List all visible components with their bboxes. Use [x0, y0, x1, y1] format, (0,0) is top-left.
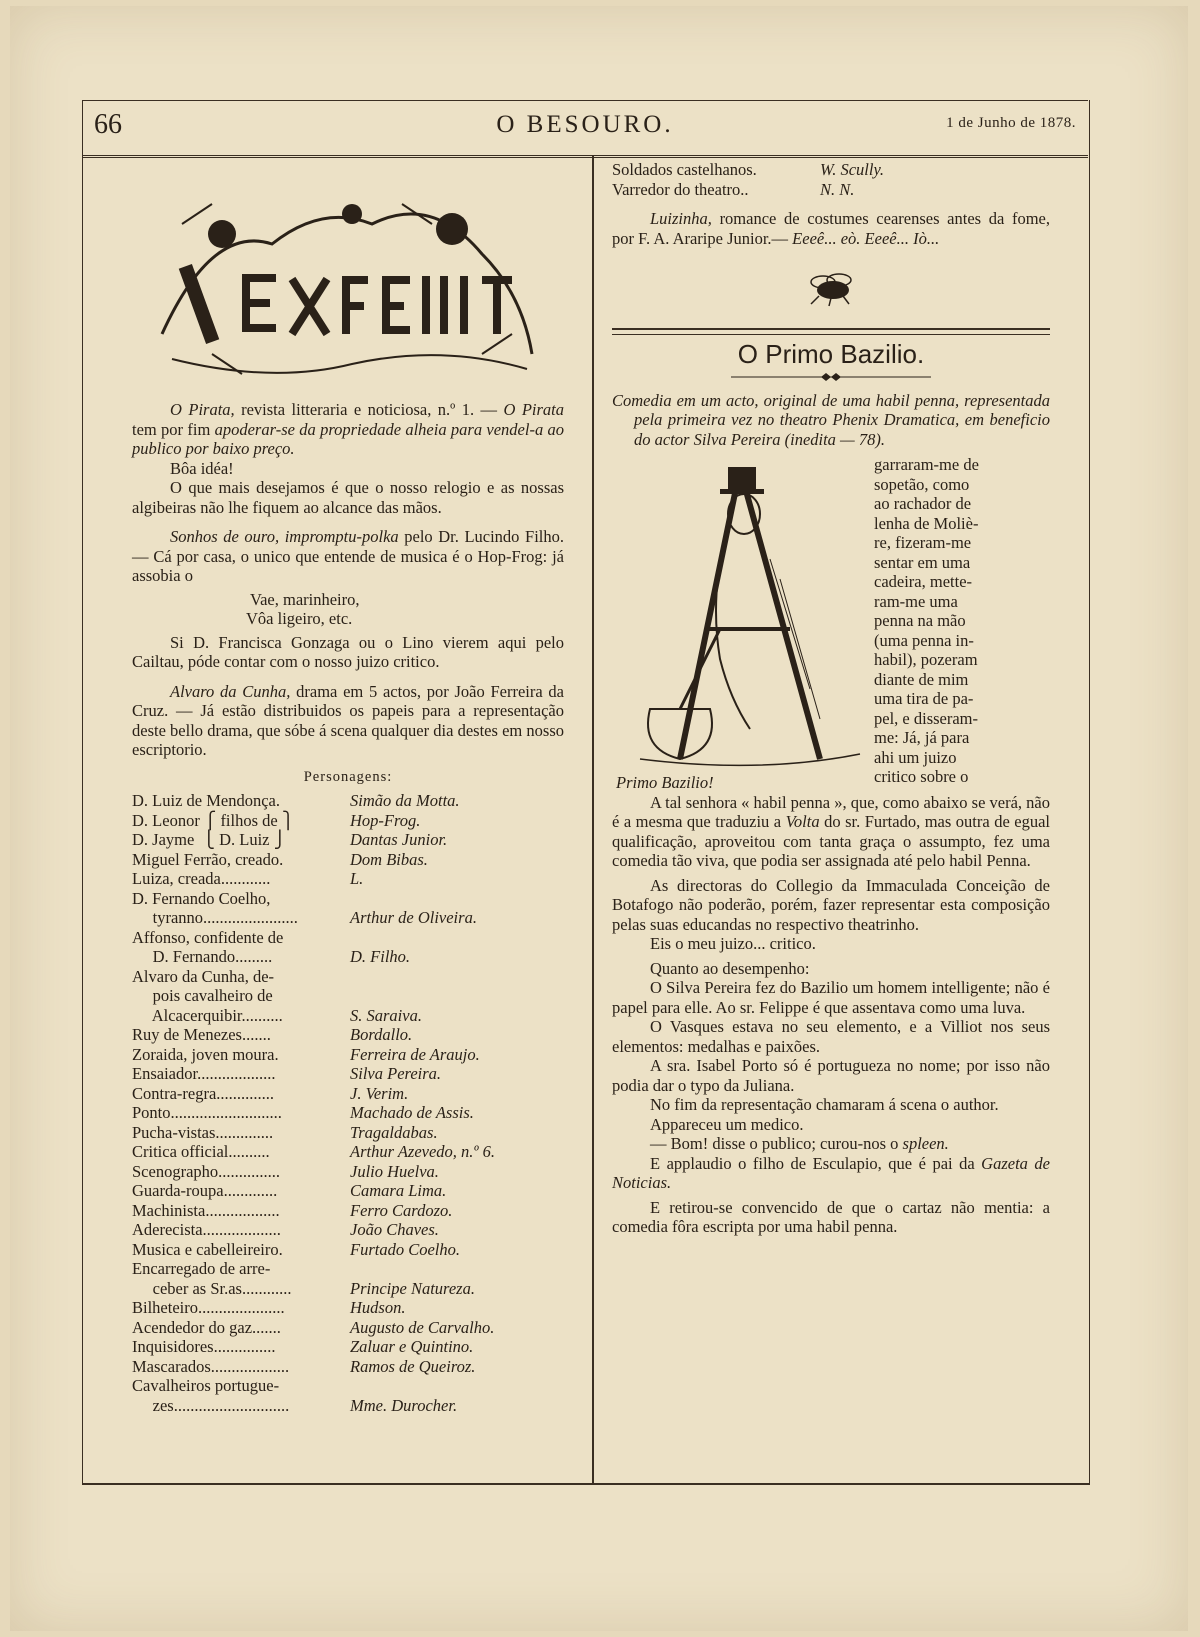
verse-line-1: Vae, marinheiro,: [250, 589, 360, 609]
cast-role: Mascarados...................: [132, 1356, 290, 1376]
cast-list-continued: [612, 160, 1050, 199]
wrapped-line: sentar em uma: [874, 552, 971, 572]
p1-b: Volta: [785, 812, 820, 831]
wrapped-text: [874, 455, 1050, 787]
paragraph-10: [612, 1134, 1050, 1154]
page-header: [82, 100, 1088, 158]
cast-actor: Camara Lima.: [350, 1181, 447, 1200]
cast-actor: Arthur Azevedo, n.º 6.: [350, 1142, 496, 1161]
section-rule: [612, 328, 1050, 335]
cast-actor: Silva Pereira.: [350, 1064, 442, 1083]
cast-role: Scenographo...............: [132, 1161, 281, 1181]
wrapped-line: diante de mim: [874, 669, 969, 689]
pirata-text: tem por fim: [132, 419, 215, 439]
cast-actor: Simão da Motta.: [350, 791, 460, 810]
verse-line-2: Vôa ligeiro, etc.: [246, 609, 353, 628]
paragraph-4: Quanto ao desempenho:: [650, 958, 810, 978]
cast-role: Musica e cabelleireiro.: [132, 1239, 283, 1259]
pirata-quote: apoderar-se da propriedade alheia para vendel-a ao publico por baixo preço.: [132, 419, 565, 458]
cast-role: Cavalheiros portugue- zes............................: [132, 1376, 290, 1415]
cast-list: [132, 791, 564, 1415]
boa-idea: Bôa idéa!: [170, 458, 234, 478]
wrapped-line: uma tira de pa-: [874, 689, 974, 708]
play-subtitle: Comedia em um acto, original de uma habil penna, representada pela primeira vez no theatro Phenix Dramatica, em beneficio do actor Silva Pereira (inedita — 78).: [612, 390, 1050, 449]
wrapped-line: critico sobre o: [874, 767, 969, 786]
francisca-paragraph: Si D. Francisca Gonzaga ou o Lino vierem aqui pelo Cailtau, póde contar com o nosso juizo critico.: [132, 632, 564, 671]
paragraph-8: No fim da representação chamaram á scena o author.: [650, 1095, 999, 1114]
cast-role: Miguel Ferrão, creado.: [132, 849, 284, 869]
cast-role: Varredor do theatro..: [612, 179, 749, 199]
wrapped-line: ao rachador de: [874, 494, 972, 513]
verse: [246, 589, 564, 629]
cast-role: Soldados castelhanos.: [612, 160, 757, 179]
cast-actor: L.: [350, 869, 364, 888]
luizinha-title: Luizinha,: [650, 209, 712, 228]
wrapped-line: garraram-me de: [874, 455, 979, 474]
sonhos-title: Sonhos de ouro, impromptu-polka: [170, 527, 399, 546]
p11-a: E applaudio o filho de Esculapio, que é pai da: [650, 1153, 982, 1173]
masthead: O BESOURO.: [496, 111, 674, 138]
paragraph-3: Eis o meu juizo... critico.: [650, 934, 816, 953]
cast-role: D. Leonor ⎧ filhos de ⎫: [132, 810, 295, 830]
luizinha-body: romance de costumes cearenses antes da fome, por F. A. Araripe Junior.—: [612, 209, 1050, 248]
paragraph-2: As directoras do Collegio da Immaculada Conceição de Botafogo não poderão, porém, fazer representar esta composição pelas suas educandas no respectivo theatrinho.: [612, 875, 1050, 934]
cast-role: Zoraida, joven moura.: [132, 1044, 279, 1064]
wrapped-line: cadeira, mette-: [874, 572, 973, 591]
cast-actor: Ferro Cardozo.: [350, 1200, 453, 1220]
cast-actor: Machado de Assis.: [350, 1103, 474, 1122]
cast-role: Contra-regra..............: [132, 1083, 275, 1103]
primo-label: Primo Bazilio!: [616, 773, 714, 792]
cast-role: Guarda-roupa.............: [132, 1181, 278, 1200]
alvaro-body: drama em 5 actos, por João Ferreira da Cruz. — Já estão distribuidos os papeis para a representação deste bello drama, que sóbe á scena qualquer dia destes em nosso escriptorio.: [132, 681, 564, 759]
sonhos-paragraph: [132, 527, 564, 586]
cast-role: Ruy de Menezes.......: [132, 1025, 271, 1044]
left-column: [132, 164, 564, 1415]
cast-role: Acendedor do gaz.......: [132, 1317, 281, 1337]
cast-actor: Ramos de Queiroz.: [350, 1356, 476, 1376]
wrapped-line: ahi um juizo: [874, 747, 957, 767]
cast-role: Critica official..........: [132, 1142, 270, 1161]
cast-role: Alvaro da Cunha, de- pois cavalheiro de Alcacerquibir..........: [132, 966, 283, 1025]
cast-actor: Dom Bibas.: [350, 849, 428, 869]
cast-role: Affonso, confidente de D. Fernando.........: [132, 927, 284, 966]
column-divider: [592, 156, 594, 1484]
cast-actor: N. N.: [820, 179, 855, 199]
cast-actor: Arthur de Oliveira.: [350, 908, 477, 927]
cast-role: Luiza, creada............: [132, 869, 271, 888]
cast-role: D. Luiz de Mendonça.: [132, 791, 280, 810]
pirata-name: O Pirata: [503, 400, 565, 419]
cast-role: Ponto...........................: [132, 1103, 282, 1122]
section-title: O Primo Bazilio.: [737, 339, 925, 369]
ornament-divider-icon: [731, 371, 931, 383]
cast-role: Bilheteiro.....................: [132, 1298, 285, 1317]
cast-actor: Furtado Coelho.: [350, 1239, 460, 1259]
cast-actor: Augusto de Carvalho.: [350, 1317, 495, 1337]
wrapped-line: re, fizeram-me: [874, 533, 972, 552]
paragraph-6: O Vasques estava no seu elemento, e a Villiot nos seus elementos: medalhas e paixões.: [612, 1017, 1050, 1056]
drop-cap-illustration: [620, 459, 882, 769]
paragraph-7: A sra. Isabel Porto só é portugueza no nome; por isso não podia dar o typo da Juliana.: [612, 1056, 1050, 1095]
cast-actor: S. Saraiva.: [350, 1005, 422, 1025]
bottom-rule: [82, 1483, 1090, 1485]
paragraph-9: Appareceu um medico.: [650, 1114, 804, 1134]
expediente-title-illustration: [152, 184, 538, 384]
wrapped-line: (uma penna in-: [874, 630, 974, 650]
pirata-title: O Pirata,: [170, 400, 235, 419]
cast-actor: Principe Natureza.: [350, 1278, 475, 1298]
cast-actor: Dantas Junior.: [350, 830, 448, 849]
dateline: 1 de Junho de 1878.: [946, 115, 1076, 131]
cast-actor: Tragaldabas.: [350, 1122, 438, 1142]
p10-b: spleen.: [902, 1134, 949, 1153]
paragraph-11: [612, 1154, 1050, 1193]
cast-role: Ensaiador...................: [132, 1064, 276, 1083]
p1-c: do sr. Furtado, mas outra de egual qualificação, aproveitou com tanta graça o assumpto, fez uma comedia tão viva, que podia ser assignada até pelo habil Penna.: [612, 812, 1051, 870]
p10-a: — Bom! disse o publico; curou-nos o: [650, 1134, 903, 1153]
paragraph-1: [612, 793, 1050, 871]
cast-actor: Bordallo.: [350, 1025, 413, 1044]
p1-a: A tal senhora « habil penna », que, como abaixo se verá, não é a mesma que traduziu a: [612, 792, 1050, 831]
wrapped-line: me: Já, já para: [874, 728, 970, 747]
sonhos-body: pelo Dr. Lucindo Filho. — Cá por casa, o unico que entende de musica é o Hop-Frog: já assobia o: [132, 527, 564, 585]
p11-b: Gazeta de Noticias.: [612, 1153, 1050, 1192]
cast-actor: Hop-Frog.: [350, 810, 421, 830]
relogio-paragraph: O que mais desejamos é que o nosso relogio e as nossas algibeiras não lhe fiquem ao alcance das mãos.: [132, 478, 564, 517]
cast-role: Encarregado de arre- ceber as Sr.as............: [132, 1259, 292, 1298]
wrapped-line: penna na mão: [874, 611, 966, 630]
wrapped-line: habil), pozeram: [874, 650, 978, 669]
cast-actor: J. Verim.: [350, 1083, 409, 1103]
wrapped-line: lenha de Moliè-: [874, 513, 979, 533]
pirata-desc: revista litteraria e noticiosa, n.º 1.: [234, 400, 475, 419]
dash: —: [480, 400, 504, 419]
luizinha-tail: Eeeê... eò. Eeeê... Iò...: [792, 228, 940, 248]
alvaro-title: Alvaro da Cunha,: [170, 681, 291, 701]
cast-role: Machinista..................: [132, 1200, 280, 1220]
personagens-heading: Personagens:: [303, 768, 393, 785]
pirata-paragraph: [132, 400, 564, 459]
cast-actor: Ferreira de Araujo.: [350, 1044, 480, 1064]
cast-role: Inquisidores...............: [132, 1337, 276, 1356]
alvaro-paragraph: [132, 682, 564, 760]
wrapped-line: pel, e disseram-: [874, 708, 979, 728]
wrapped-line: ram-me uma: [874, 591, 958, 611]
paragraph-12: E retirou-se convencido de que o cartaz não mentia: a comedia fôra escripta por uma habil penna.: [612, 1197, 1050, 1236]
wrapped-line: sopetão, como: [874, 474, 970, 494]
beetle-icon: [801, 268, 861, 308]
paragraph-5: O Silva Pereira fez do Bazilio um homem intelligente; não é papel para elle. Ao sr. Felippe é que assentava como uma luva.: [612, 978, 1050, 1017]
cast-actor: João Chaves.: [350, 1220, 439, 1239]
cast-actor: Julio Huelva.: [350, 1161, 439, 1181]
cast-actor: D. Filho.: [350, 947, 411, 966]
right-column: [612, 160, 1050, 1237]
cast-actor: Mme. Durocher.: [350, 1395, 458, 1415]
page-number: 66: [94, 109, 122, 140]
luizinha-paragraph: [612, 209, 1050, 248]
cast-role: Aderecista...................: [132, 1220, 281, 1239]
cast-role: Pucha-vistas..............: [132, 1122, 274, 1142]
cast-actor: Zaluar e Quintino.: [350, 1337, 474, 1356]
cast-actor: Hudson.: [350, 1298, 406, 1317]
cast-role: D. Jayme ⎩ D. Luiz ⎭: [132, 830, 286, 849]
cast-role: D. Fernando Coelho, tyranno.......................: [132, 888, 298, 927]
cast-actor: W. Scully.: [820, 160, 885, 179]
